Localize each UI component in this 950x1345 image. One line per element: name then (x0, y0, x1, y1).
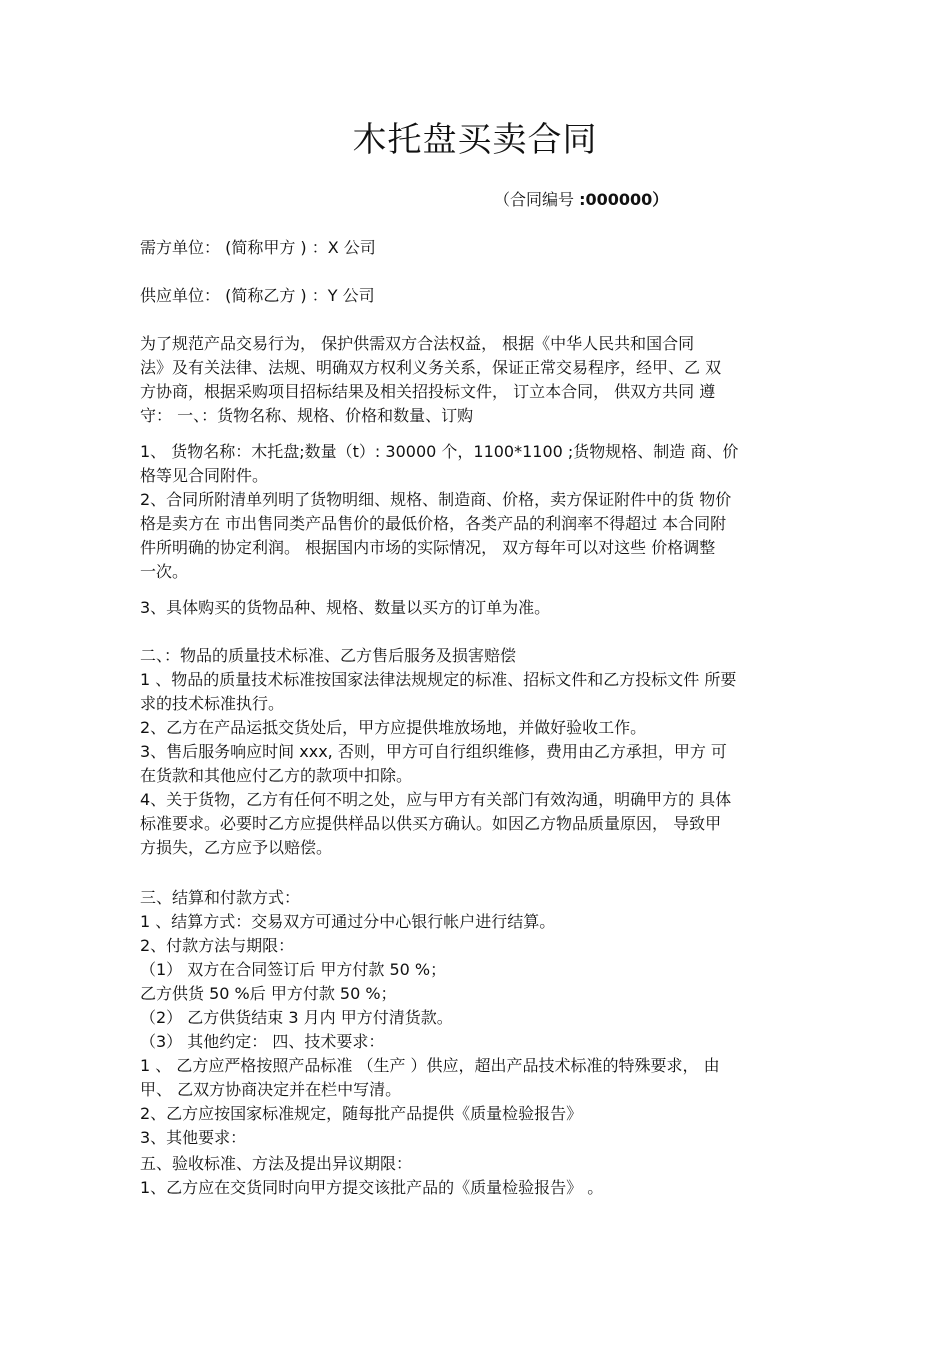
text-line: 甲、 乙双方协商决定并在栏中写清。 (140, 1080, 402, 1099)
text-line: 2、合同所附清单列明了货物明细、规格、制造商、价格，卖方保证附件中的货 物价 (140, 490, 732, 509)
text-line: 法》及有关法律、法规、明确双方权利义务关系，保证正常交易程序，经甲、乙 双 (140, 358, 722, 377)
text-line: （2） 乙方供货结束 3 月内 甲方付清货款。 (140, 1008, 453, 1027)
text-line: 件所明确的协定利润。 根据国内市场的实际情况， 双方每年可以对这些 价格调整 (140, 538, 716, 557)
text-line: 2、乙方在产品运抵交货处后，甲方应提供堆放场地，并做好验收工作。 (140, 718, 647, 737)
section2-items (140, 668, 812, 860)
contract-number-value: :000000） (579, 190, 669, 209)
text-line: 为了规范产品交易行为， 保护供需双方合法权益， 根据《中华人民共和国合同 (140, 334, 695, 353)
section5-heading: 五、验收标准、方法及提出异议期限： (140, 1154, 413, 1173)
text-line: 方协商，根据采购项目招标结果及相关招投标文件， 订立本合同， 供双方共同 遵 (140, 382, 716, 401)
text-line: 格是卖方在 市出售同类产品售价的最低价格，各类产品的利润率不得超过 本合同附 (140, 514, 727, 533)
text-line: 1、乙方应在交货同时向甲方提交该批产品的《质量检验报告》 。 (140, 1178, 604, 1197)
text-line: 一次。 (140, 562, 189, 581)
text-line: 1 、 乙方应严格按照产品标准 （生产 ）供应，超出产品技术标准的特殊要求， 由 (140, 1056, 720, 1075)
section1-item2 (140, 488, 812, 584)
contract-number (494, 188, 668, 212)
text-line: 守： 一、：货物名称、规格、价格和数量、订购 (140, 406, 474, 425)
text-line: 1 、结算方式：交易双方可通过分中心银行帐户进行结算。 (140, 912, 556, 931)
contract-number-label: （合同编号 (494, 190, 575, 209)
section1-item1 (140, 440, 812, 488)
text-line: 格等见合同附件。 (140, 466, 269, 485)
text-line: 2、乙方应按国家标准规定，随每批产品提供《质量检验报告》 (140, 1104, 583, 1123)
text-line: 4、关于货物，乙方有任何不明之处，应与甲方有关部门有效沟通，明确甲方的 具体 (140, 790, 732, 809)
text-line: 3、售后服务响应时间 xxx, 否则，甲方可自行组织维修，费用由乙方承担，甲方 可 (140, 742, 727, 761)
text-line: （1） 双方在合同签订后 甲方付款 50 %； (140, 960, 447, 979)
text-line: 3、其他要求： (140, 1128, 247, 1147)
text-line: 标准要求。必要时乙方应提供样品以供买方确认。如因乙方物品质量原因， 导致甲 (140, 814, 722, 833)
section3-heading: 三、结算和付款方式： (140, 888, 301, 907)
text-line: 1、 货物名称：木托盘;数量（t）: 30000 个，1100*1100 ;货物规格、制造 商、价 (140, 442, 739, 461)
intro-paragraph (140, 332, 812, 428)
text-line: （3） 其他约定： 四、技术要求： (140, 1032, 385, 1051)
section2-heading: 二、：物品的质量技术标准、乙方售后服务及损害赔偿 (140, 646, 517, 665)
text-line: 乙方供货 50 %后 甲方付款 50 %； (140, 984, 397, 1003)
text-line: 1 、物品的质量技术标准按国家法律法规规定的标准、招标文件和乙方投标文件 所要 (140, 670, 737, 689)
text-line: 在货款和其他应付乙方的款项中扣除。 (140, 766, 413, 785)
seller-line: 供应单位： (简称乙方 ) ：Y 公司 (140, 286, 375, 305)
section1-item3: 3、具体购买的货物品种、规格、数量以买方的订单为准。 (140, 598, 551, 617)
buyer-line: 需方单位： (简称甲方 ) ：X 公司 (140, 238, 376, 257)
page-title: 木托盘买卖合同 (352, 120, 598, 160)
text-line: 方损失，乙方应予以赔偿。 (140, 838, 333, 857)
section5-block (140, 1152, 812, 1200)
section3-block (140, 886, 812, 1150)
text-line: 2、付款方法与期限： (140, 936, 295, 955)
text-line: 求的技术标准执行。 (140, 694, 285, 713)
